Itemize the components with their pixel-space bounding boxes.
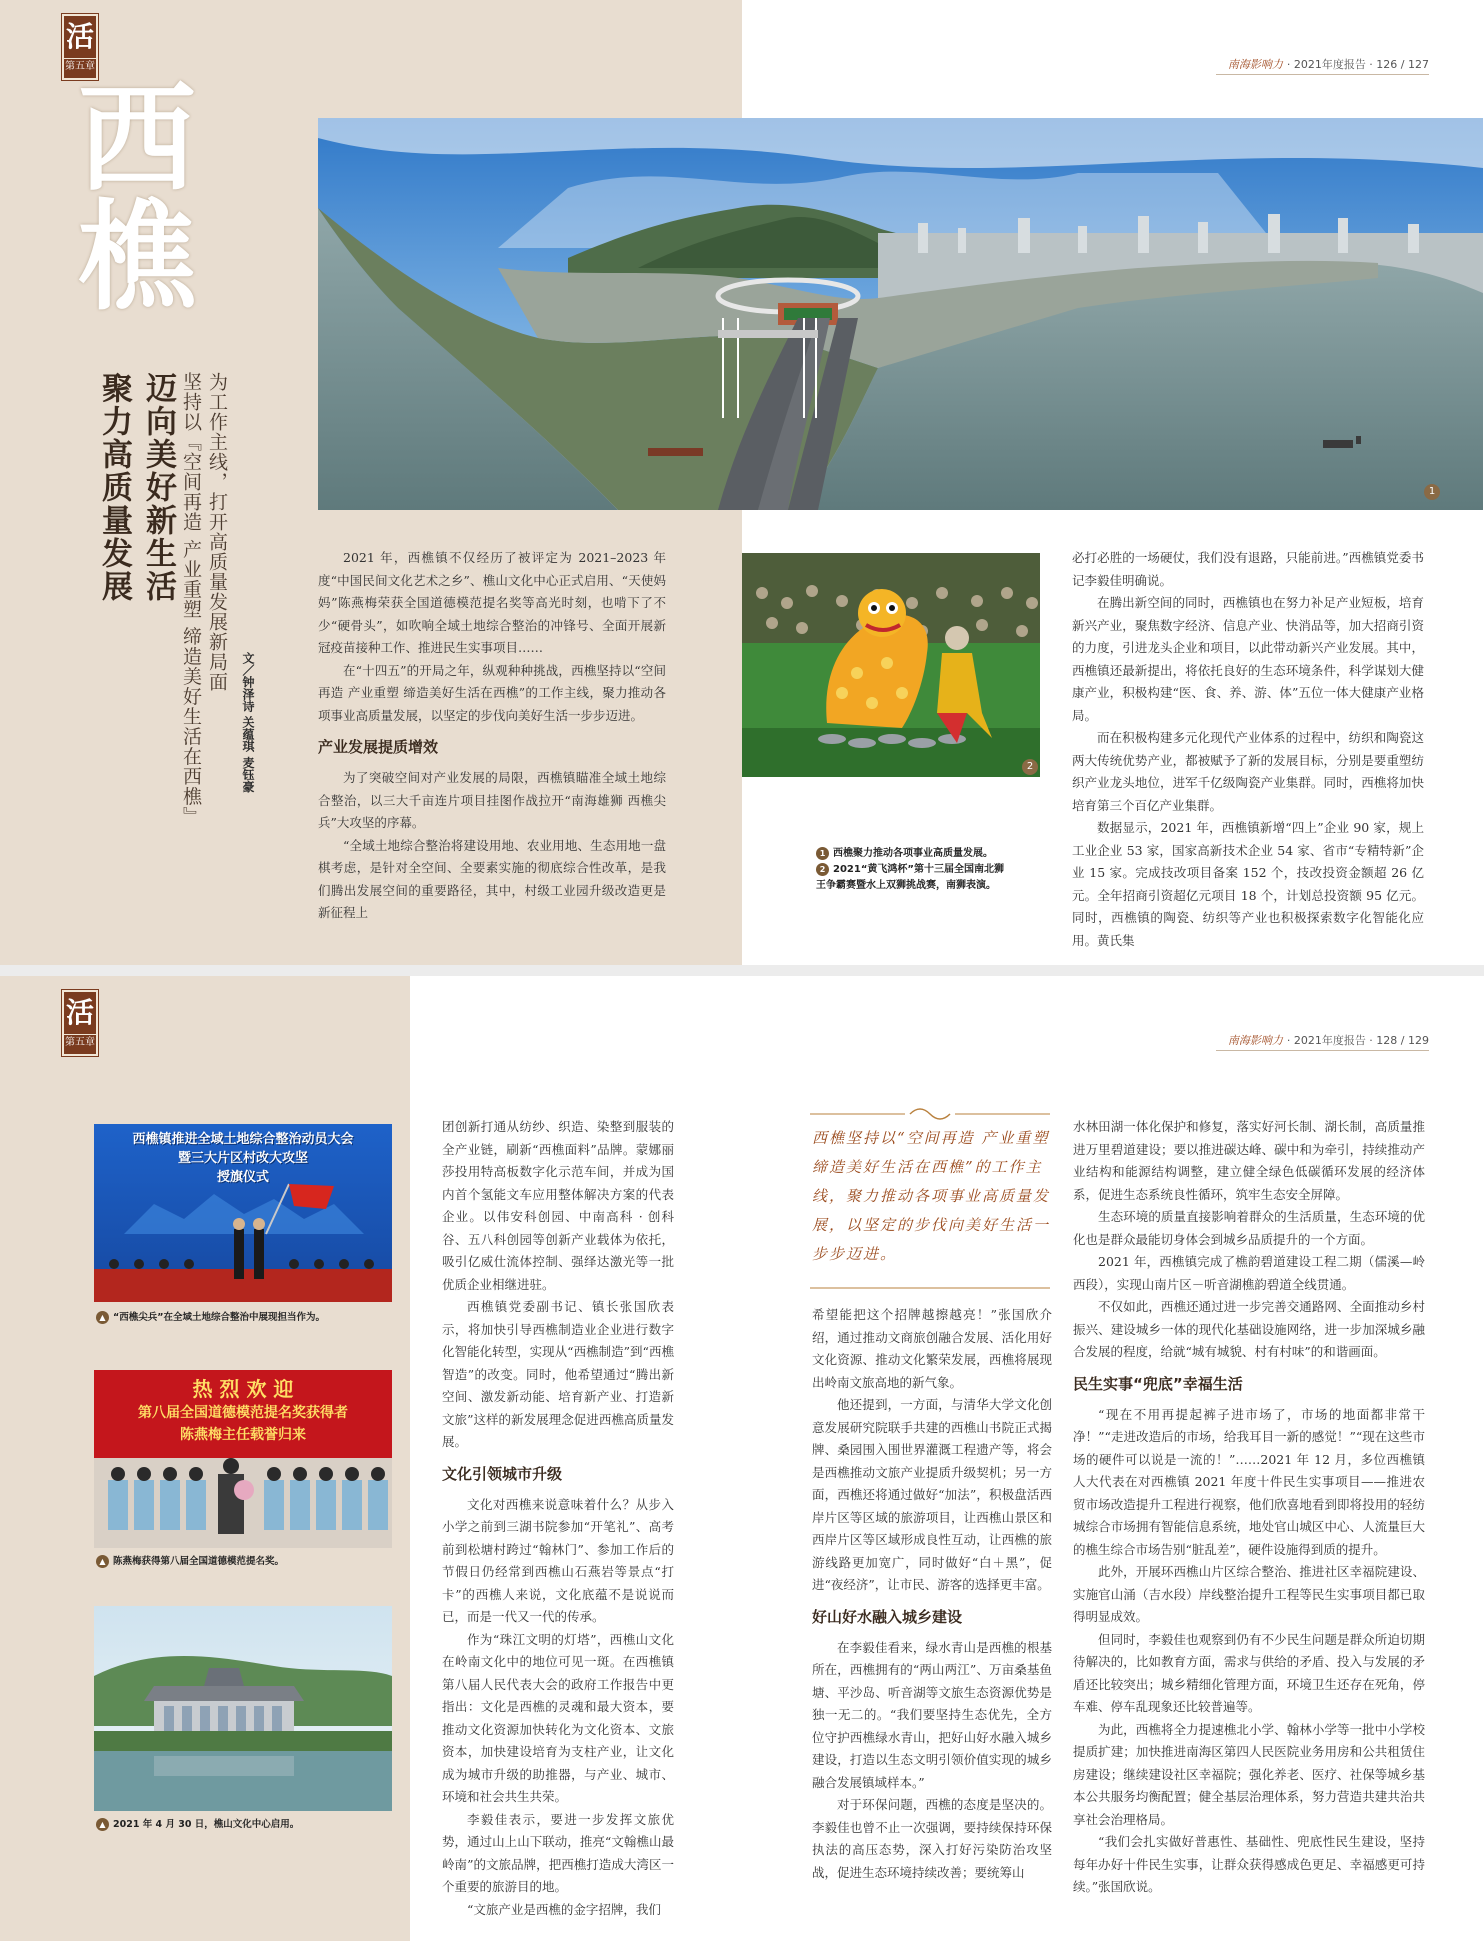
byline: 文／钟泽诗 关蕴琪 麦钰豪 — [241, 652, 255, 793]
paragraph: 在李毅佳看来，绿水青山是西樵的根基所在，西樵拥有的“两山两江”、万亩桑基鱼塘、平沙岛、听音湖等文旅生态资源优势是独一无二的。“我们要坚持生态优先，全方位守护西樵绿水青山，把好山好水融入城乡建设，打造以生态文明引领价值实现的城乡融合发展镇域样本。” — [812, 1639, 1052, 1790]
paragraph: “文旅产业是西樵的金字招牌，我们 — [467, 1901, 661, 1917]
folio-brand: 南海影响力 — [1227, 1034, 1283, 1047]
culture-center-illustration — [94, 1606, 392, 1811]
paragraph: “现在不用再提起裤子进市场了，市场的地面都非常干净！”“走进改造后的市场，给我耳目一新的感觉！”“现在这些市场的硬件可以说是一流的！”……2021 年 12 月，多位西樵镇人大代表在对西樵镇 2021 年度十件民生实事项目——推进农贸市场改造提升工程进行视察，他们欣喜地看到即将投用的轻纺城综合市场拥有智能信息系统，地处官山城区中心、人流量巨大的樵生综合市场告别“脏乱差”，硬件设施得到质的提升。 — [1073, 1406, 1425, 1557]
banner2-text — [94, 1376, 392, 1446]
chapter-label: 第五章 — [64, 58, 96, 75]
photo-number-badge-1: 1 — [1424, 484, 1440, 500]
quote-ornament-bottom — [810, 1278, 1050, 1298]
photo-caption-1 — [96, 1310, 396, 1326]
section-heading: 文化引领城市升级 — [442, 1464, 563, 1483]
big-title: 西樵 — [58, 76, 197, 312]
pull-quote: 西樵坚持以“空间再造 产业重塑缔造美好生活在西樵”的工作主线，聚力推动各项事业高质量发展，以坚定的步伐向美好生活一步步迈进。 — [812, 1129, 1051, 1263]
photo-caption-2 — [96, 1554, 396, 1570]
article-column-3 — [1072, 547, 1424, 952]
paragraph: 西樵镇党委副书记、镇长张国欣表示，将加快引导西樵制造业企业进行数字化智能化转型，实现从“西樵制造”到“西樵智造”的改变。同时，他希望通过“腾出新空间、激发新动能、培育新产业、打造新文旅”这样的新发展理念促进西樵高质量发展。 — [442, 1299, 674, 1449]
panorama-illustration — [318, 118, 1483, 510]
spread-128-129 — [0, 976, 1484, 1941]
caption-text: “西樵尖兵”在全域土地综合整治中展现担当作为。 — [113, 1312, 325, 1323]
quote-ornament-top — [810, 1104, 1050, 1124]
caption-text: 陈燕梅获得第八届全国道德模范提名奖。 — [113, 1556, 285, 1567]
chapter-tab — [62, 14, 98, 80]
banner1-line2: 暨三大片区村改大攻坚 — [177, 1151, 308, 1166]
mobilization-meeting-photo — [94, 1124, 392, 1302]
paragraph: 希望能把这个招牌越擦越亮！”张国欣介绍，通过推动文商旅创融合发展、活化用好文化资源、推动文化繁荣发展，西樵将展现出岭南文旅高地的新气象。 — [812, 1307, 1052, 1390]
page-folio — [1228, 56, 1429, 72]
paragraph: 2021 年，西樵镇不仅经历了被评定为 2021–2023 年度“中国民间文化艺术之乡”、樵山文化中心正式启用、“天使妈妈”陈燕梅荣获全国道德模范提名奖等高光时刻，也啃下了不少“硬骨头”，如吹响全域土地综合整治的冲锋号、全面开展新冠疫苗接种工作、推进民生实事项目…… — [318, 550, 666, 655]
photo-number-badge-2: 2 — [1022, 759, 1038, 775]
folio-brand: 南海影响力 — [1227, 58, 1283, 71]
caption-triangle-icon: ▲ — [96, 1311, 109, 1324]
paragraph: 团创新打通从纺纱、织造、染整到服装的全产业链，刷新“西樵面料”品牌。蒙娜丽莎投用特高板数字化示范车间，并成为国内首个氢能文车应用整体解决方案的代表企业。以伟安科创园、中南高科 · 创科谷、五八科创园等创新产业载体为依托，吸引亿威仕流体控制、强绎达激光等一批优质企业相继进驻。 — [442, 1119, 674, 1292]
section-heading: 民生实事“兜底”幸福生活 — [1073, 1374, 1243, 1393]
chapter-label: 第五章 — [64, 1034, 96, 1051]
paragraph: “全域土地综合整治将建设用地、农业用地、生态用地一盘棋考虑，是针对全空间、全要素实施的彻底综合性改革，是我们腾出发展空间的重要路径，其中，村级工业园升级改造更是新征程上 — [318, 837, 666, 920]
paragraph: 作为“珠江文明的灯塔”，西樵山文化在岭南文化中的地位可见一斑。在西樵镇第八届人民代表大会的政府工作报告中更指出：文化是西樵的灵魂和最大资本，要推动文化资源加快转化为文化资本、文旅资本，加快建设培育为支柱产业，让文化成为城市升级的助推器，与产业、城市、环境和社会共生共荣。 — [442, 1631, 674, 1804]
paragraph: 数据显示，2021 年，西樵镇新增“四上”企业 90 家，规上工业企业 53 家，国家高新技术企业 54 家、省市“专精特新”企业 15 家。完成技改项目备案 152 个，技改投资金额超 26 亿元。全年招商引资超亿元项目 18 个，计划总投资额 95 亿元。同时，西樵镇的陶瓷、纺织等产业也积极探索数字化智能化应用。黄氏集 — [1072, 820, 1424, 948]
caption-triangle-icon: ▲ — [96, 1555, 109, 1568]
paragraph: 2021 年，西樵镇完成了樵韵碧道建设工程二期（儒溪—岭西段），实现山南片区－听音湖樵韵碧道全线贯通。 — [1073, 1254, 1425, 1292]
paragraph: “我们会扎实做好普惠性、基础性、兜底性民生建设，坚持每年办好十件民生实事，让群众获得感成色更足、幸福感更可持续。”张国欣说。 — [1073, 1834, 1425, 1894]
caption-triangle-icon: ▲ — [96, 1818, 109, 1831]
paragraph: 为此，西樵将全力提速樵北小学、翰林小学等一批中小学校提质扩建；加快推进南海区第四人民医院业务用房和公共租赁住房建设；继续建设社区幸福院；强化养老、医疗、社保等城乡基本公共服务均衡配置；健全基层治理体系，努力营造共建共治共享社会治理格局。 — [1073, 1721, 1425, 1827]
paragraph: 李毅佳表示，要进一步发挥文旅优势，通过山上山下联动，推亮“文翰樵山最岭南”的文旅品牌，把西樵打造成大湾区一个重要的旅游目的地。 — [442, 1811, 674, 1894]
chapter-tab — [62, 990, 98, 1056]
caption-text-2: 2021“黄飞鸿杯”第十三届全国南北狮王争霸赛暨水上双狮挑战赛，南狮表演。 — [816, 864, 1004, 891]
caption-text-1: 西樵聚力推动各项事业高质量发展。 — [833, 848, 993, 859]
headline-line2: 迈向美好新生活 — [140, 372, 176, 603]
paragraph: 水林田湖一体化保护和修复，落实好河长制、湖长制，高质量推进万里碧道建设；要以推进碳达峰、碳中和为牵引，持续推动产业结构和能源结构调整，建立健全绿色低碳循环发展的经济体系，促进生态系统良性循环，筑牢生态安全屏障。 — [1073, 1119, 1425, 1202]
moral-model-photo — [94, 1370, 392, 1548]
article-column-3 — [1073, 1116, 1425, 1899]
banner2-line1: 热 烈 欢 迎 — [192, 1377, 294, 1401]
paragraph: 文化对西樵来说意味着什么？从步入小学之前到三湖书院参加“开笔礼”、高考前到松塘村跨过“翰林门”、参加工作后的节假日仍经常到西樵山石燕岩等景点“打卡”的西樵人来说，文化底蕴不是说说而已，而是一代又一代的传承。 — [442, 1496, 674, 1624]
folio-text: · 2021年度报告 · 128 / 129 — [1286, 1034, 1429, 1047]
paragraph: 在腾出新空间的同时，西樵镇也在努力补足产业短板，培育新兴产业，聚焦数字经济、信息产业、快消品等，加大招商引资的力度，引进龙头企业和项目，以此带动新兴产业发展。其中，西樵镇还最新提出，将依托良好的生态环境条件，科学谋划大健康产业，积极构建“医、食、养、游、体”五位一体大健康产业格局。 — [1072, 595, 1424, 723]
paragraph: 为了突破空间对产业发展的局限，西樵镇瞄准全域土地综合整治，以三大千亩连片项目挂图作战拉开“南海雄狮 西樵尖兵”大攻坚的序幕。 — [318, 770, 666, 830]
folio-rule — [1216, 1050, 1429, 1051]
headline-line1: 聚力高质量发展 — [96, 372, 132, 603]
paragraph: 但同时，李毅佳也观察到仍有不少民生问题是群众所迫切期待解决的，比如教育方面，需求与供给的矛盾、投入与发展的矛盾还比较突出；城乡精细化管理方面，环境卫生还存在死角，停车难、停车乱现象还比较普遍等。 — [1073, 1631, 1425, 1714]
banner1-line1: 西樵镇推进全域土地综合整治动员大会 — [132, 1132, 354, 1147]
folio-rule — [1216, 74, 1429, 75]
banner1-line3: 授旗仪式 — [216, 1170, 269, 1185]
paragraph: 对于环保问题，西樵的态度是坚决的。李毅佳也曾不止一次强调，要持续保持环保执法的高压态势，深入打好污染防治攻坚战，促进生态环境持续改善；要统筹山 — [812, 1797, 1052, 1880]
spread-126-127 — [0, 0, 1484, 965]
photo-caption-1 — [816, 846, 1012, 862]
subtitle-line1: 坚持以『空间再造 产业重塑 缔造美好生活在西樵』 — [180, 372, 202, 827]
article-column-1 — [318, 547, 666, 925]
paragraph: 他还提到，一方面，与清华大学文化创意发展研究院联手共建的西樵山书院正式揭牌、桑园围入围世界灌溉工程遗产等，将会是西樵推动文旅产业提质升级契机；另一方面，西樵还将通过做好“加法”，积极盘活西岸片区等区域的旅游项目，让西樵山景区和西岸片区等区域形成良性互动，让西樵的旅游线路更加宽广，同时做好“白＋黑”，促进“夜经济”，让市民、游客的选择更丰富。 — [812, 1397, 1052, 1592]
chapter-char: 活 — [65, 996, 94, 1029]
banner1-text — [94, 1130, 392, 1187]
photo-caption-2 — [816, 862, 1012, 894]
caption-text: 2021 年 4 月 30 日，樵山文化中心启用。 — [113, 1819, 300, 1830]
paragraph: 在“十四五”的开局之年，纵观种种挑战，西樵坚持以“空间再造 产业重塑 缔造美好生活在西樵”的工作主线，聚力推动各项事业高质量发展，以坚定的步伐向美好生活一步步迈进。 — [318, 662, 666, 723]
chapter-char: 活 — [65, 20, 94, 53]
photo-caption-3 — [96, 1817, 396, 1833]
paragraph: 而在积极构建多元化现代产业体系的过程中，纺织和陶瓷这两大传统优势产业，都被赋予了新的发展目标，分别是要重塑纺织产业龙头地位，进军千亿级陶瓷产业集群。同时，西樵将加快培育第三个百亿产业集群。 — [1072, 730, 1424, 813]
page-folio — [1228, 1032, 1429, 1048]
article-column-1 — [442, 1116, 674, 1921]
lion-dance-photo — [742, 553, 1040, 777]
caption-number-2: 2 — [816, 863, 829, 876]
paragraph: 必打必胜的一场硬仗，我们没有退路，只能前进。”西樵镇党委书记李毅佳明确说。 — [1072, 550, 1424, 588]
subtitle-line2: 为工作主线，打开高质量发展新局面 — [206, 372, 228, 692]
section-heading: 好山好水融入城乡建设 — [812, 1607, 963, 1626]
article-column-2 — [812, 1304, 1052, 1884]
section-heading: 产业发展提质增效 — [318, 738, 439, 756]
paragraph: 生态环境的质量直接影响着群众的生活质量，生态环境的优化也是群众最能切身体会到城乡品质提升的一个方面。 — [1073, 1209, 1425, 1247]
caption-number-1: 1 — [816, 847, 829, 860]
spread-separator — [0, 965, 1484, 976]
paragraph: 此外，开展环西樵山片区综合整治、推进社区幸福院建设、实施官山涌（吉水段）岸线整治提升工程等民生实事项目都已取得明显成效。 — [1073, 1564, 1425, 1624]
folio-text: · 2021年度报告 · 126 / 127 — [1286, 58, 1429, 71]
lion-dance-illustration — [742, 553, 1040, 777]
paragraph: 不仅如此，西樵还通过进一步完善交通路网、全面推动乡村振兴、建设城乡一体的现代化基础设施网络，进一步加深城乡融合发展的程度，给就“城有城貌、村有村味”的和谐画面。 — [1073, 1299, 1425, 1359]
banner2-line3: 陈燕梅主任载誉归来 — [180, 1427, 306, 1443]
culture-center-photo — [94, 1606, 392, 1811]
banner2-line2: 第八届全国道德模范提名奖获得者 — [138, 1405, 348, 1421]
panorama-photo — [318, 118, 1483, 510]
